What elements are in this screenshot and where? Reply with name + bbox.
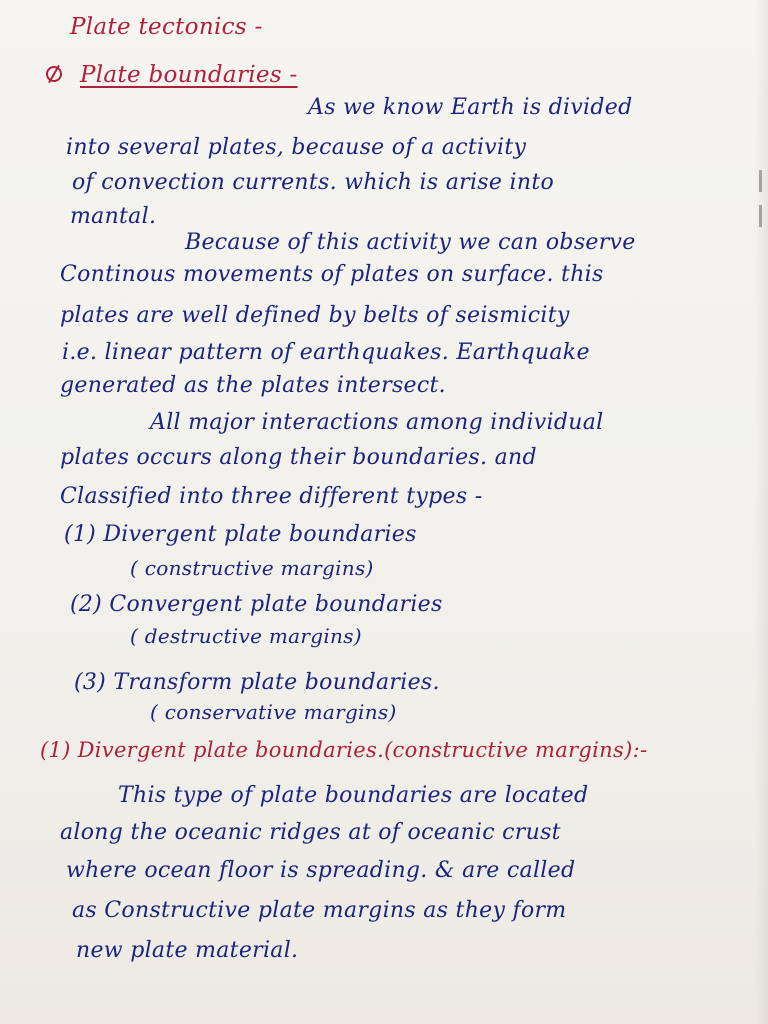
body-line-6: Continous movements of plates on surface. this: [60, 262, 604, 287]
body-line-7: plates are well defined by belts of seismicity: [60, 303, 570, 328]
list-item-1: (1) Divergent plate boundaries: [64, 522, 417, 547]
list-item-2: (2) Convergent plate boundaries: [70, 592, 443, 617]
margin-mark: [759, 170, 762, 192]
section-line-2: along the oceanic ridges at of oceanic crust: [60, 820, 561, 845]
list-item-2-note: ( destructive margins): [130, 624, 362, 648]
section-heading: (1) Divergent plate boundaries.(constructive margins):-: [40, 738, 648, 762]
section-line-1: This type of plate boundaries are located: [118, 783, 589, 808]
body-line-8: i.e. linear pattern of earthquakes. Earthquake: [62, 340, 590, 365]
page-title: Plate tectonics -: [70, 14, 263, 40]
body-line-1: As we know Earth is divided: [308, 95, 633, 120]
body-line-4: mantal.: [70, 204, 157, 229]
body-line-5: Because of this activity we can observe: [185, 230, 636, 255]
body-line-2: into several plates, because of a activity: [66, 135, 527, 160]
body-line-9: generated as the plates intersect.: [60, 373, 446, 398]
heading-plate-boundaries: Plate boundaries -: [80, 62, 298, 88]
list-item-3: (3) Transform plate boundaries.: [74, 670, 440, 695]
margin-mark: [759, 205, 762, 227]
body-line-3: of convection currents. which is arise into: [72, 170, 555, 195]
list-item-1-note: ( constructive margins): [130, 556, 374, 580]
page-edge-shadow: [754, 0, 768, 1024]
section-line-4: as Constructive plate margins as they form: [72, 898, 567, 923]
bullet-icon: [43, 63, 65, 85]
body-line-12: Classified into three different types -: [60, 484, 483, 509]
body-line-11: plates occurs along their boundaries. and: [60, 445, 537, 470]
section-line-3: where ocean floor is spreading. & are called: [66, 858, 576, 883]
section-line-5: new plate material.: [76, 938, 299, 963]
list-item-3-note: ( conservative margins): [150, 700, 397, 724]
body-line-10: All major interactions among individual: [150, 410, 604, 435]
